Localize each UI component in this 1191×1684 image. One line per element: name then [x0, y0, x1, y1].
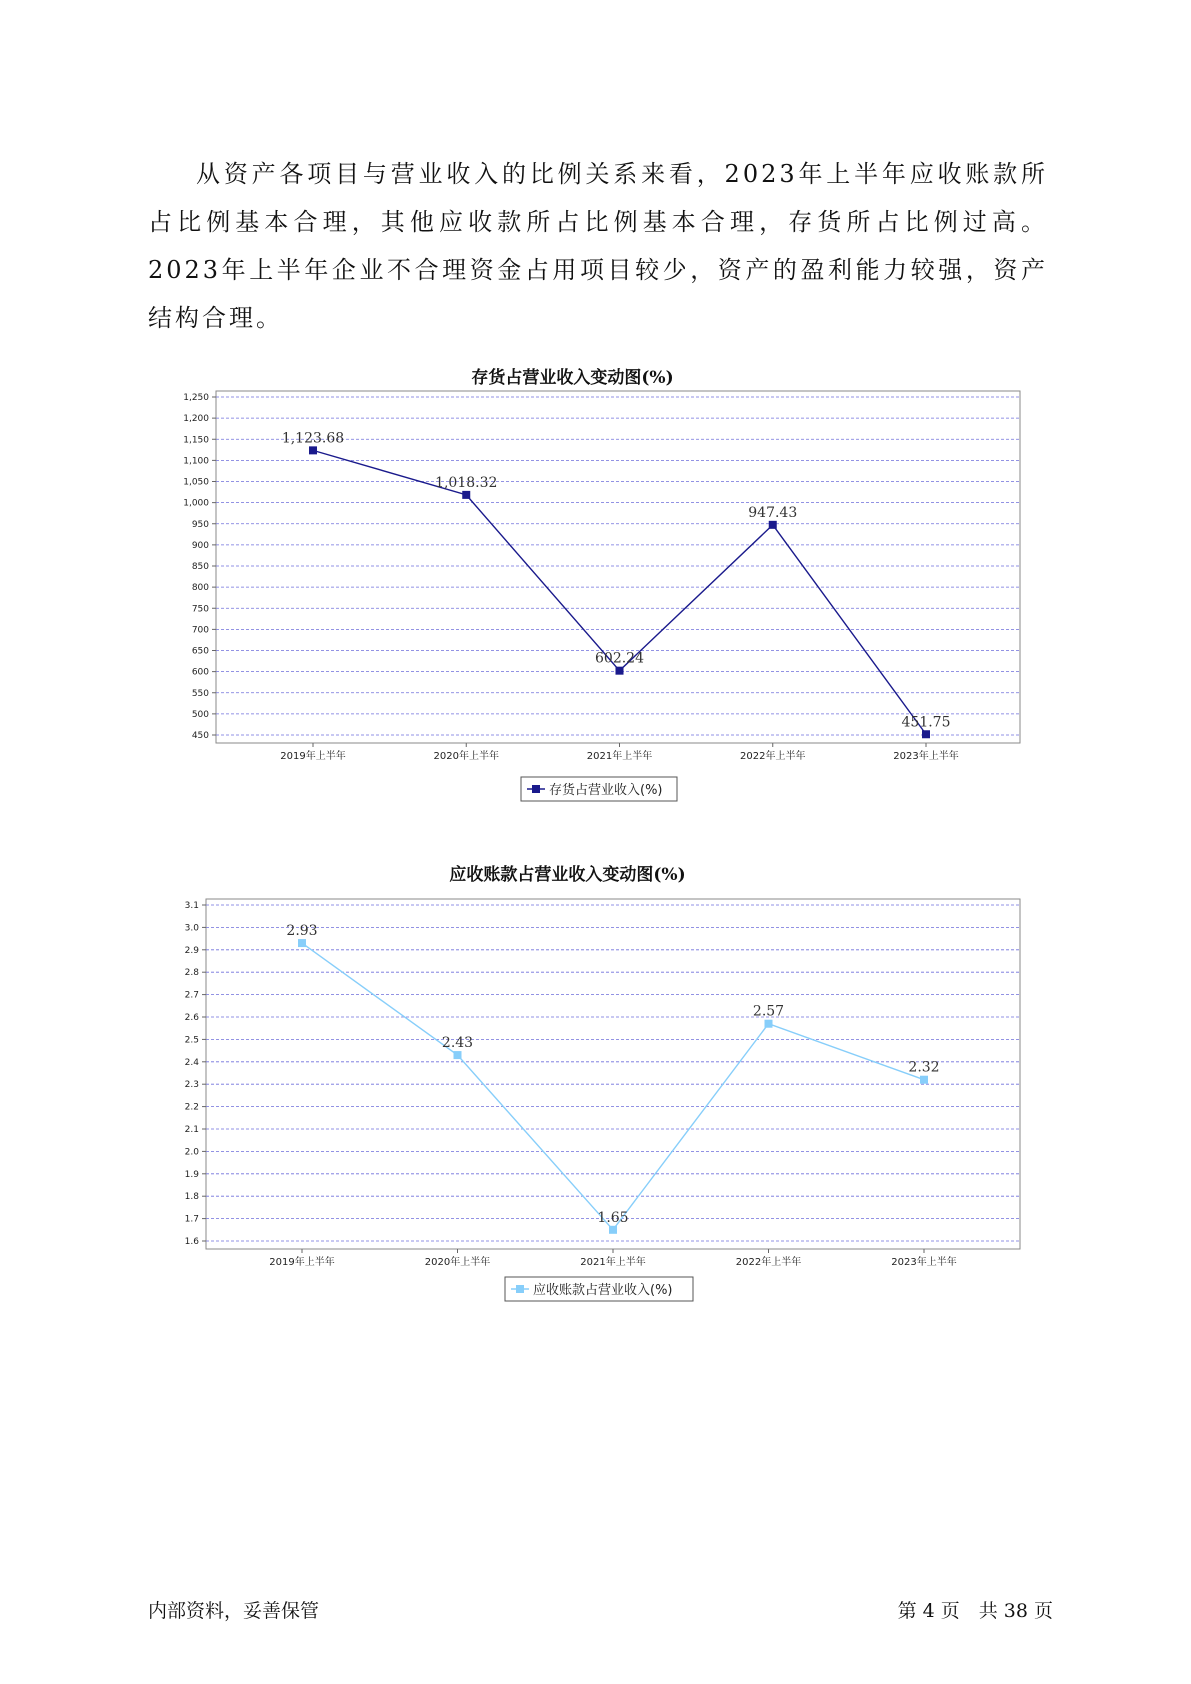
chart2-ytick-label: 1.6: [184, 1237, 199, 1247]
chart1-ytick-label: 700: [191, 625, 209, 636]
chart2-data-point: [920, 1076, 928, 1084]
footer-confidential-note: 内部资料，妥善保管: [148, 1600, 320, 1622]
chart2-data-label: 2.93: [286, 923, 318, 940]
chart2-ytick-label: 2.2: [184, 1102, 199, 1113]
chart1-data-label: 602.24: [595, 650, 644, 667]
footer-page-number: 第 4 页 共 38 页: [897, 1600, 1053, 1622]
chart1-ytick-label: 500: [191, 709, 209, 720]
chart1-xtick-label: 2021年上半年: [586, 751, 653, 762]
chart1-ytick-label: 950: [191, 519, 209, 530]
chart1-ytick-label: 1,200: [183, 414, 209, 425]
chart1-ytick-label: 900: [191, 540, 209, 551]
chart1-data-label: 451.75: [901, 714, 951, 731]
chart2-xtick-label: 2021年上半年: [580, 1257, 646, 1268]
chart1-ytick-label: 1,000: [183, 498, 209, 509]
chart1-data-label: 1,018.32: [435, 474, 498, 491]
chart1-data-label: 947.43: [748, 504, 798, 521]
chart1-ytick-label: 650: [191, 646, 209, 657]
chart2-data-point: [609, 1226, 617, 1234]
chart2-ytick-label: 3.0: [184, 923, 199, 934]
chart2-xtick-label: 2020年上半年: [424, 1257, 491, 1268]
chart2-ytick-label: 1.8: [184, 1192, 199, 1203]
chart1-ytick-label: 1,150: [183, 435, 209, 446]
chart1-legend-label: 存货占营业收入(%): [549, 783, 663, 798]
body-paragraph: 从资产各项目与营业收入的比例关系来看，2023年上半年应收账款所占比例基本合理，其他应收款所占比例基本合理，存货所占比例过高。2023年上半年企业不合理资金占用项目较少，资产的盈利能力较强，资产结构合理。: [148, 160, 1048, 332]
chart2-ytick-label: 2.8: [184, 968, 199, 979]
chart2-ytick-label: 2.7: [184, 990, 199, 1001]
chart2-legend-marker: [516, 1285, 524, 1293]
chart2-data-point: [454, 1051, 462, 1059]
chart-2-title: 应收账款占营业收入变动图(%): [449, 865, 686, 885]
chart1-ytick-label: 750: [191, 604, 209, 615]
chart2-series-line: [302, 943, 924, 1230]
chart2-data-label: 1.65: [597, 1209, 629, 1226]
chart1-ytick-label: 1,100: [183, 456, 209, 467]
chart1-ytick-label: 550: [191, 688, 209, 699]
chart1-xtick-label: 2023年上半年: [893, 751, 959, 762]
chart1-xtick-label: 2019年上半年: [280, 751, 346, 762]
chart-1-title: 存货占营业收入变动图(%): [471, 368, 674, 388]
chart2-ytick-label: 3.1: [184, 901, 199, 911]
chart2-xtick-label: 2019年上半年: [269, 1257, 335, 1268]
chart2-ytick-label: 2.5: [184, 1035, 199, 1046]
chart1-ytick-label: 1,050: [183, 477, 209, 488]
chart2-ytick-label: 2.3: [184, 1080, 199, 1091]
chart1-ytick-label: 450: [191, 731, 209, 741]
chart2-data-point: [298, 939, 306, 947]
chart2-ytick-label: 2.4: [184, 1057, 199, 1068]
chart1-ytick-label: 1,250: [183, 393, 209, 403]
chart1-xtick-label: 2022年上半年: [740, 751, 806, 762]
chart2-ytick-label: 1.7: [184, 1214, 199, 1225]
chart2-xtick-label: 2022年上半年: [735, 1257, 802, 1268]
chart2-data-label: 2.57: [752, 1003, 785, 1020]
chart2-data-label: 2.32: [908, 1059, 940, 1076]
chart2-ytick-label: 1.9: [184, 1169, 199, 1180]
chart2-ytick-label: 2.0: [184, 1147, 199, 1158]
chart1-ytick-label: 600: [191, 667, 209, 678]
chart1-ytick-label: 850: [191, 562, 209, 572]
chart2-xtick-label: 2023年上半年: [891, 1257, 957, 1268]
chart2-legend-label: 应收账款占营业收入(%): [533, 1283, 673, 1298]
chart1-data-label: 1,123.68: [281, 430, 345, 447]
chart2-ytick-label: 2.9: [184, 945, 199, 956]
chart2-data-label: 2.43: [441, 1035, 474, 1052]
chart2-ytick-label: 2.1: [184, 1125, 199, 1135]
chart1-xtick-label: 2020年上半年: [433, 751, 499, 762]
chart2-ytick-label: 2.6: [184, 1013, 199, 1023]
chart1-ytick-label: 800: [191, 583, 209, 594]
chart2-data-point: [765, 1020, 773, 1028]
